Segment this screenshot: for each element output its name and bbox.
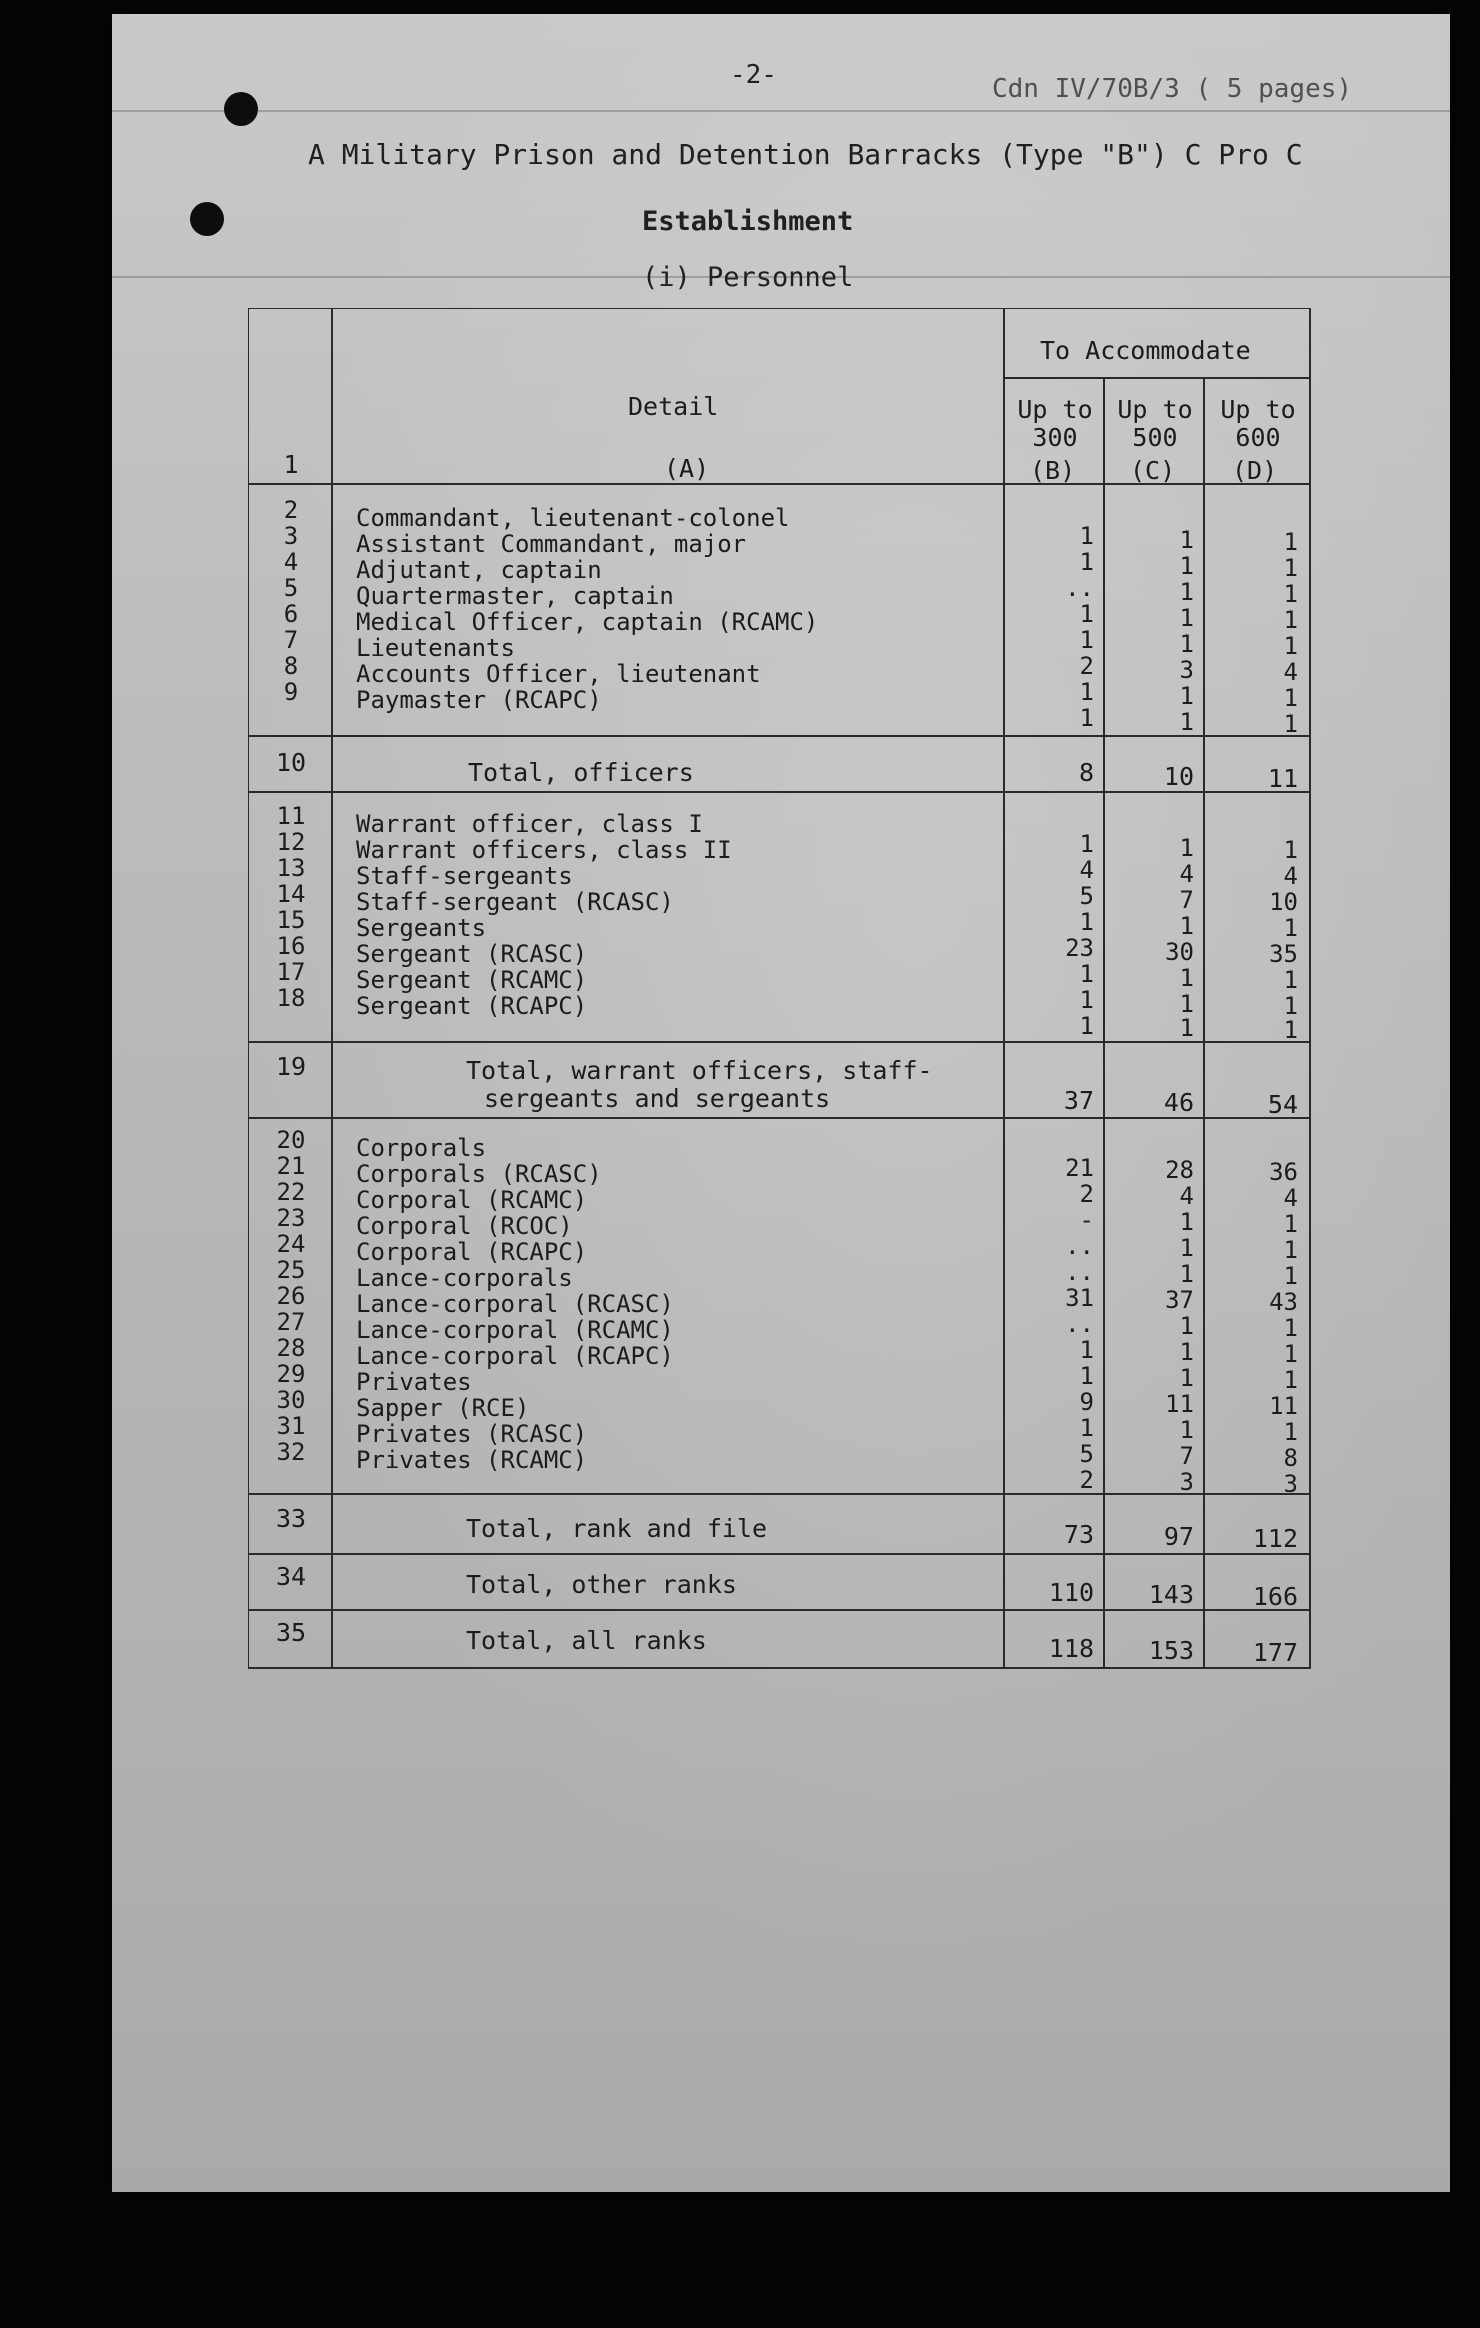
row-value-b: 1 [1079, 1362, 1094, 1390]
row-value-c: 153 [1148, 1636, 1194, 1665]
row-value-b: .. [1065, 1232, 1094, 1260]
row-value-d: 112 [1252, 1524, 1298, 1553]
row-detail: Privates (RCAMC) [356, 1446, 588, 1474]
row-value-c: 1 [1179, 578, 1194, 606]
row-detail: Medical Officer, captain (RCAMC) [356, 608, 819, 636]
header-col-b: (B) [1030, 456, 1076, 485]
row-value-c: 28 [1165, 1156, 1194, 1184]
row-number: 35 [275, 1618, 307, 1647]
row-number: 23 [276, 1204, 306, 1232]
row-detail: Lieutenants [356, 634, 515, 662]
row-value-b: 1 [1079, 830, 1094, 858]
row-value-b: 1 [1079, 908, 1094, 936]
row-number: 6 [283, 600, 299, 628]
row-value-d: 1 [1283, 710, 1298, 738]
row-number: 12 [276, 828, 306, 856]
row-value-b: 31 [1065, 1284, 1094, 1312]
header-up-to-600: Up to 600 [1220, 395, 1296, 452]
document-reference: Cdn IV/70B/3 ( 5 pages) [992, 74, 1353, 104]
row-number: 25 [276, 1256, 306, 1284]
row-value-b: 1 [1079, 600, 1094, 628]
row-value-b: 1 [1079, 1336, 1094, 1364]
row-value-d: 1 [1283, 1418, 1298, 1446]
row-number: 10 [275, 748, 307, 777]
page-number: -2- [730, 60, 777, 90]
row-value-d: 177 [1252, 1638, 1298, 1667]
row-value-b: 1 [1079, 626, 1094, 654]
row-detail: Sergeant (RCAPC) [356, 992, 588, 1020]
row-detail: Total, all ranks [466, 1626, 707, 1655]
row-value-b: 2 [1079, 1466, 1094, 1494]
row-value-d: 1 [1283, 914, 1298, 942]
row-value-c: 1 [1179, 1364, 1194, 1392]
row-value-b: 1 [1079, 522, 1094, 550]
row-number: 32 [276, 1438, 306, 1466]
row-value-d: 54 [1267, 1090, 1298, 1119]
row-detail-line2: sergeants and sergeants [484, 1084, 831, 1113]
row-value-b: - [1079, 1206, 1094, 1234]
row-value-d: 1 [1283, 1340, 1298, 1368]
row-number: 31 [276, 1412, 306, 1440]
row-value-b: 23 [1065, 934, 1094, 962]
row-value-d: 43 [1269, 1288, 1298, 1316]
row-detail: Total, other ranks [466, 1570, 737, 1599]
fold-line [112, 110, 1450, 112]
row-detail: Commandant, lieutenant-colonel [356, 504, 790, 532]
section-heading: (i) Personnel [642, 262, 854, 293]
row-value-b: 21 [1065, 1154, 1094, 1182]
row-detail: Warrant officer, class I [356, 810, 703, 838]
row-number: 26 [276, 1282, 306, 1310]
row-value-c: 1 [1179, 604, 1194, 632]
row-number: 14 [276, 880, 306, 908]
row-value-b: .. [1065, 1310, 1094, 1338]
row-value-c: 7 [1179, 1442, 1194, 1470]
row-value-d: 1 [1283, 836, 1298, 864]
row-number: 33 [275, 1504, 307, 1533]
row-number: 2 [283, 496, 299, 524]
row-number: 29 [276, 1360, 306, 1388]
row-number: 13 [276, 854, 306, 882]
row-detail: Sergeants [356, 914, 487, 942]
row-value-d: 1 [1283, 554, 1298, 582]
row-value-c: 7 [1179, 886, 1194, 914]
header-to-accommodate: To Accommodate [1040, 336, 1251, 365]
row-value-c: 1 [1179, 1014, 1194, 1042]
row-value-d: 1 [1283, 1236, 1298, 1264]
row-value-b: .. [1065, 1258, 1094, 1286]
row-value-c: 46 [1163, 1088, 1194, 1117]
row-value-c: 1 [1179, 1312, 1194, 1340]
row-detail: Lance-corporal (RCAMC) [356, 1316, 674, 1344]
row-value-d: 1 [1283, 966, 1298, 994]
row-detail: Paymaster (RCAPC) [356, 686, 602, 714]
row-value-c: 1 [1179, 1208, 1194, 1236]
row-detail: Staff-sergeant (RCASC) [356, 888, 674, 916]
row-value-b: 2 [1079, 1180, 1094, 1208]
row-value-d: 1 [1283, 1262, 1298, 1290]
row-value-b: 2 [1079, 652, 1094, 680]
row-detail: Corporal (RCOC) [356, 1212, 573, 1240]
row-value-c: 3 [1179, 656, 1194, 684]
header-col-c: (C) [1130, 456, 1176, 485]
row-value-c: 143 [1148, 1580, 1194, 1609]
row-detail: Warrant officers, class II [356, 836, 732, 864]
row-value-b: 1 [1079, 548, 1094, 576]
row-value-c: 1 [1179, 912, 1194, 940]
row-detail: Assistant Commandant, major [356, 530, 747, 558]
punch-hole [190, 202, 224, 236]
header-detail: Detail [628, 392, 719, 421]
establishment-table [248, 308, 1312, 1670]
row-value-c: 4 [1179, 1182, 1194, 1210]
row-value-c: 3 [1179, 1468, 1194, 1496]
row-value-b: 8 [1078, 758, 1094, 787]
row-detail: Total, officers [468, 758, 694, 787]
row-detail: Privates [356, 1368, 472, 1396]
row-value-d: 4 [1283, 862, 1298, 890]
row-value-c: 11 [1165, 1390, 1194, 1418]
row-value-d: 35 [1269, 940, 1298, 968]
row-detail: Corporals (RCASC) [356, 1160, 602, 1188]
row-value-d: 1 [1283, 632, 1298, 660]
row-value-b: 73 [1063, 1520, 1094, 1549]
row-detail: Staff-sergeants [356, 862, 573, 890]
document-title: A Military Prison and Detention Barracks (Type "B") C Pro C [308, 138, 1303, 171]
row-value-d: 1 [1283, 992, 1298, 1020]
row-number: 28 [276, 1334, 306, 1362]
row-detail: Accounts Officer, lieutenant [356, 660, 761, 688]
row-detail: Corporal (RCAMC) [356, 1186, 588, 1214]
row-value-c: 1 [1179, 964, 1194, 992]
row-value-b: 5 [1079, 1440, 1094, 1468]
row-value-d: 3 [1283, 1470, 1298, 1498]
row-number: 19 [275, 1052, 307, 1081]
row-number: 21 [276, 1152, 306, 1180]
row-detail: Sapper (RCE) [356, 1394, 530, 1422]
row-value-d: 1 [1283, 606, 1298, 634]
row-detail: Privates (RCASC) [356, 1420, 588, 1448]
row-value-d: 166 [1252, 1582, 1298, 1611]
row-detail: Corporal (RCAPC) [356, 1238, 588, 1266]
row-value-d: 36 [1269, 1158, 1298, 1186]
row-value-b: 37 [1063, 1086, 1094, 1115]
row-number: 30 [276, 1386, 306, 1414]
row-value-b: 1 [1079, 1012, 1094, 1040]
row-value-b: .. [1065, 574, 1094, 602]
row-number: 9 [283, 678, 299, 706]
row-number: 22 [276, 1178, 306, 1206]
row-value-b: 1 [1079, 1414, 1094, 1442]
row-value-b: 5 [1079, 882, 1094, 910]
row-number: 8 [283, 652, 299, 680]
row-value-d: 10 [1269, 888, 1298, 916]
row-value-c: 4 [1179, 860, 1194, 888]
row-value-b: 110 [1048, 1578, 1094, 1607]
document-subtitle: Establishment [642, 206, 854, 237]
row-value-b: 118 [1048, 1634, 1094, 1663]
row-value-c: 1 [1179, 526, 1194, 554]
row-value-c: 1 [1179, 1416, 1194, 1444]
header-detail-letter: (A) [664, 454, 710, 483]
row-number: 18 [276, 984, 306, 1012]
row-number: 24 [276, 1230, 306, 1258]
header-up-to-500: Up to 500 [1117, 395, 1193, 452]
row-value-c: 37 [1165, 1286, 1194, 1314]
row-value-c: 30 [1165, 938, 1194, 966]
row-value-c: 1 [1179, 708, 1194, 736]
row-detail: Corporals [356, 1134, 487, 1162]
row-value-b: 1 [1079, 704, 1094, 732]
row-number: 27 [276, 1308, 306, 1336]
row-number: 20 [276, 1126, 306, 1154]
row-value-c: 1 [1179, 834, 1194, 862]
row-value-d: 1 [1283, 1210, 1298, 1238]
row-number: 11 [276, 802, 306, 830]
row-value-d: 1 [1283, 528, 1298, 556]
header-up-to-300: Up to 300 [1017, 395, 1093, 452]
row-number: 34 [275, 1562, 307, 1591]
row-value-d: 11 [1267, 764, 1298, 793]
row-value-b: 1 [1079, 986, 1094, 1014]
row-detail: Sergeant (RCAMC) [356, 966, 588, 994]
row-value-c: 1 [1179, 1234, 1194, 1262]
row-value-c: 1 [1179, 552, 1194, 580]
row-value-d: 4 [1283, 1184, 1298, 1212]
row-value-d: 1 [1283, 1314, 1298, 1342]
row-number: 5 [283, 574, 299, 602]
row-value-d: 11 [1269, 1392, 1298, 1420]
row-value-c: 1 [1179, 1338, 1194, 1366]
row-value-d: 1 [1283, 1366, 1298, 1394]
row-number: 16 [276, 932, 306, 960]
row-value-d: 1 [1283, 1016, 1298, 1044]
row-detail: Total, rank and file [466, 1514, 768, 1543]
row-value-c: 97 [1163, 1522, 1194, 1551]
row-value-d: 4 [1283, 658, 1298, 686]
row-number: 7 [283, 626, 299, 654]
row-detail: Lance-corporal (RCASC) [356, 1290, 674, 1318]
header-col-d: (D) [1232, 456, 1278, 485]
row-value-c: 1 [1179, 630, 1194, 658]
row-detail-line1: Total, warrant officers, staff- [466, 1056, 933, 1085]
row-value-d: 8 [1283, 1444, 1298, 1472]
row-value-b: 4 [1079, 856, 1094, 884]
row-value-b: 1 [1079, 678, 1094, 706]
row-number: 15 [276, 906, 306, 934]
row-detail: Lance-corporals [356, 1264, 573, 1292]
row-detail: Quartermaster, captain [356, 582, 674, 610]
row-detail: Adjutant, captain [356, 556, 602, 584]
row-value-c: 10 [1163, 762, 1194, 791]
row-number: 4 [283, 548, 299, 576]
row-value-d: 1 [1283, 684, 1298, 712]
row-value-b: 9 [1079, 1388, 1094, 1416]
row-value-b: 1 [1079, 960, 1094, 988]
row-number: 3 [283, 522, 299, 550]
header-col-number: 1 [283, 450, 299, 479]
row-value-c: 1 [1179, 682, 1194, 710]
document-page [112, 14, 1450, 2192]
row-detail: Lance-corporal (RCAPC) [356, 1342, 674, 1370]
row-value-c: 1 [1179, 990, 1194, 1018]
row-value-c: 1 [1179, 1260, 1194, 1288]
punch-hole [224, 92, 258, 126]
row-number: 17 [276, 958, 306, 986]
row-detail: Sergeant (RCASC) [356, 940, 588, 968]
row-value-d: 1 [1283, 580, 1298, 608]
